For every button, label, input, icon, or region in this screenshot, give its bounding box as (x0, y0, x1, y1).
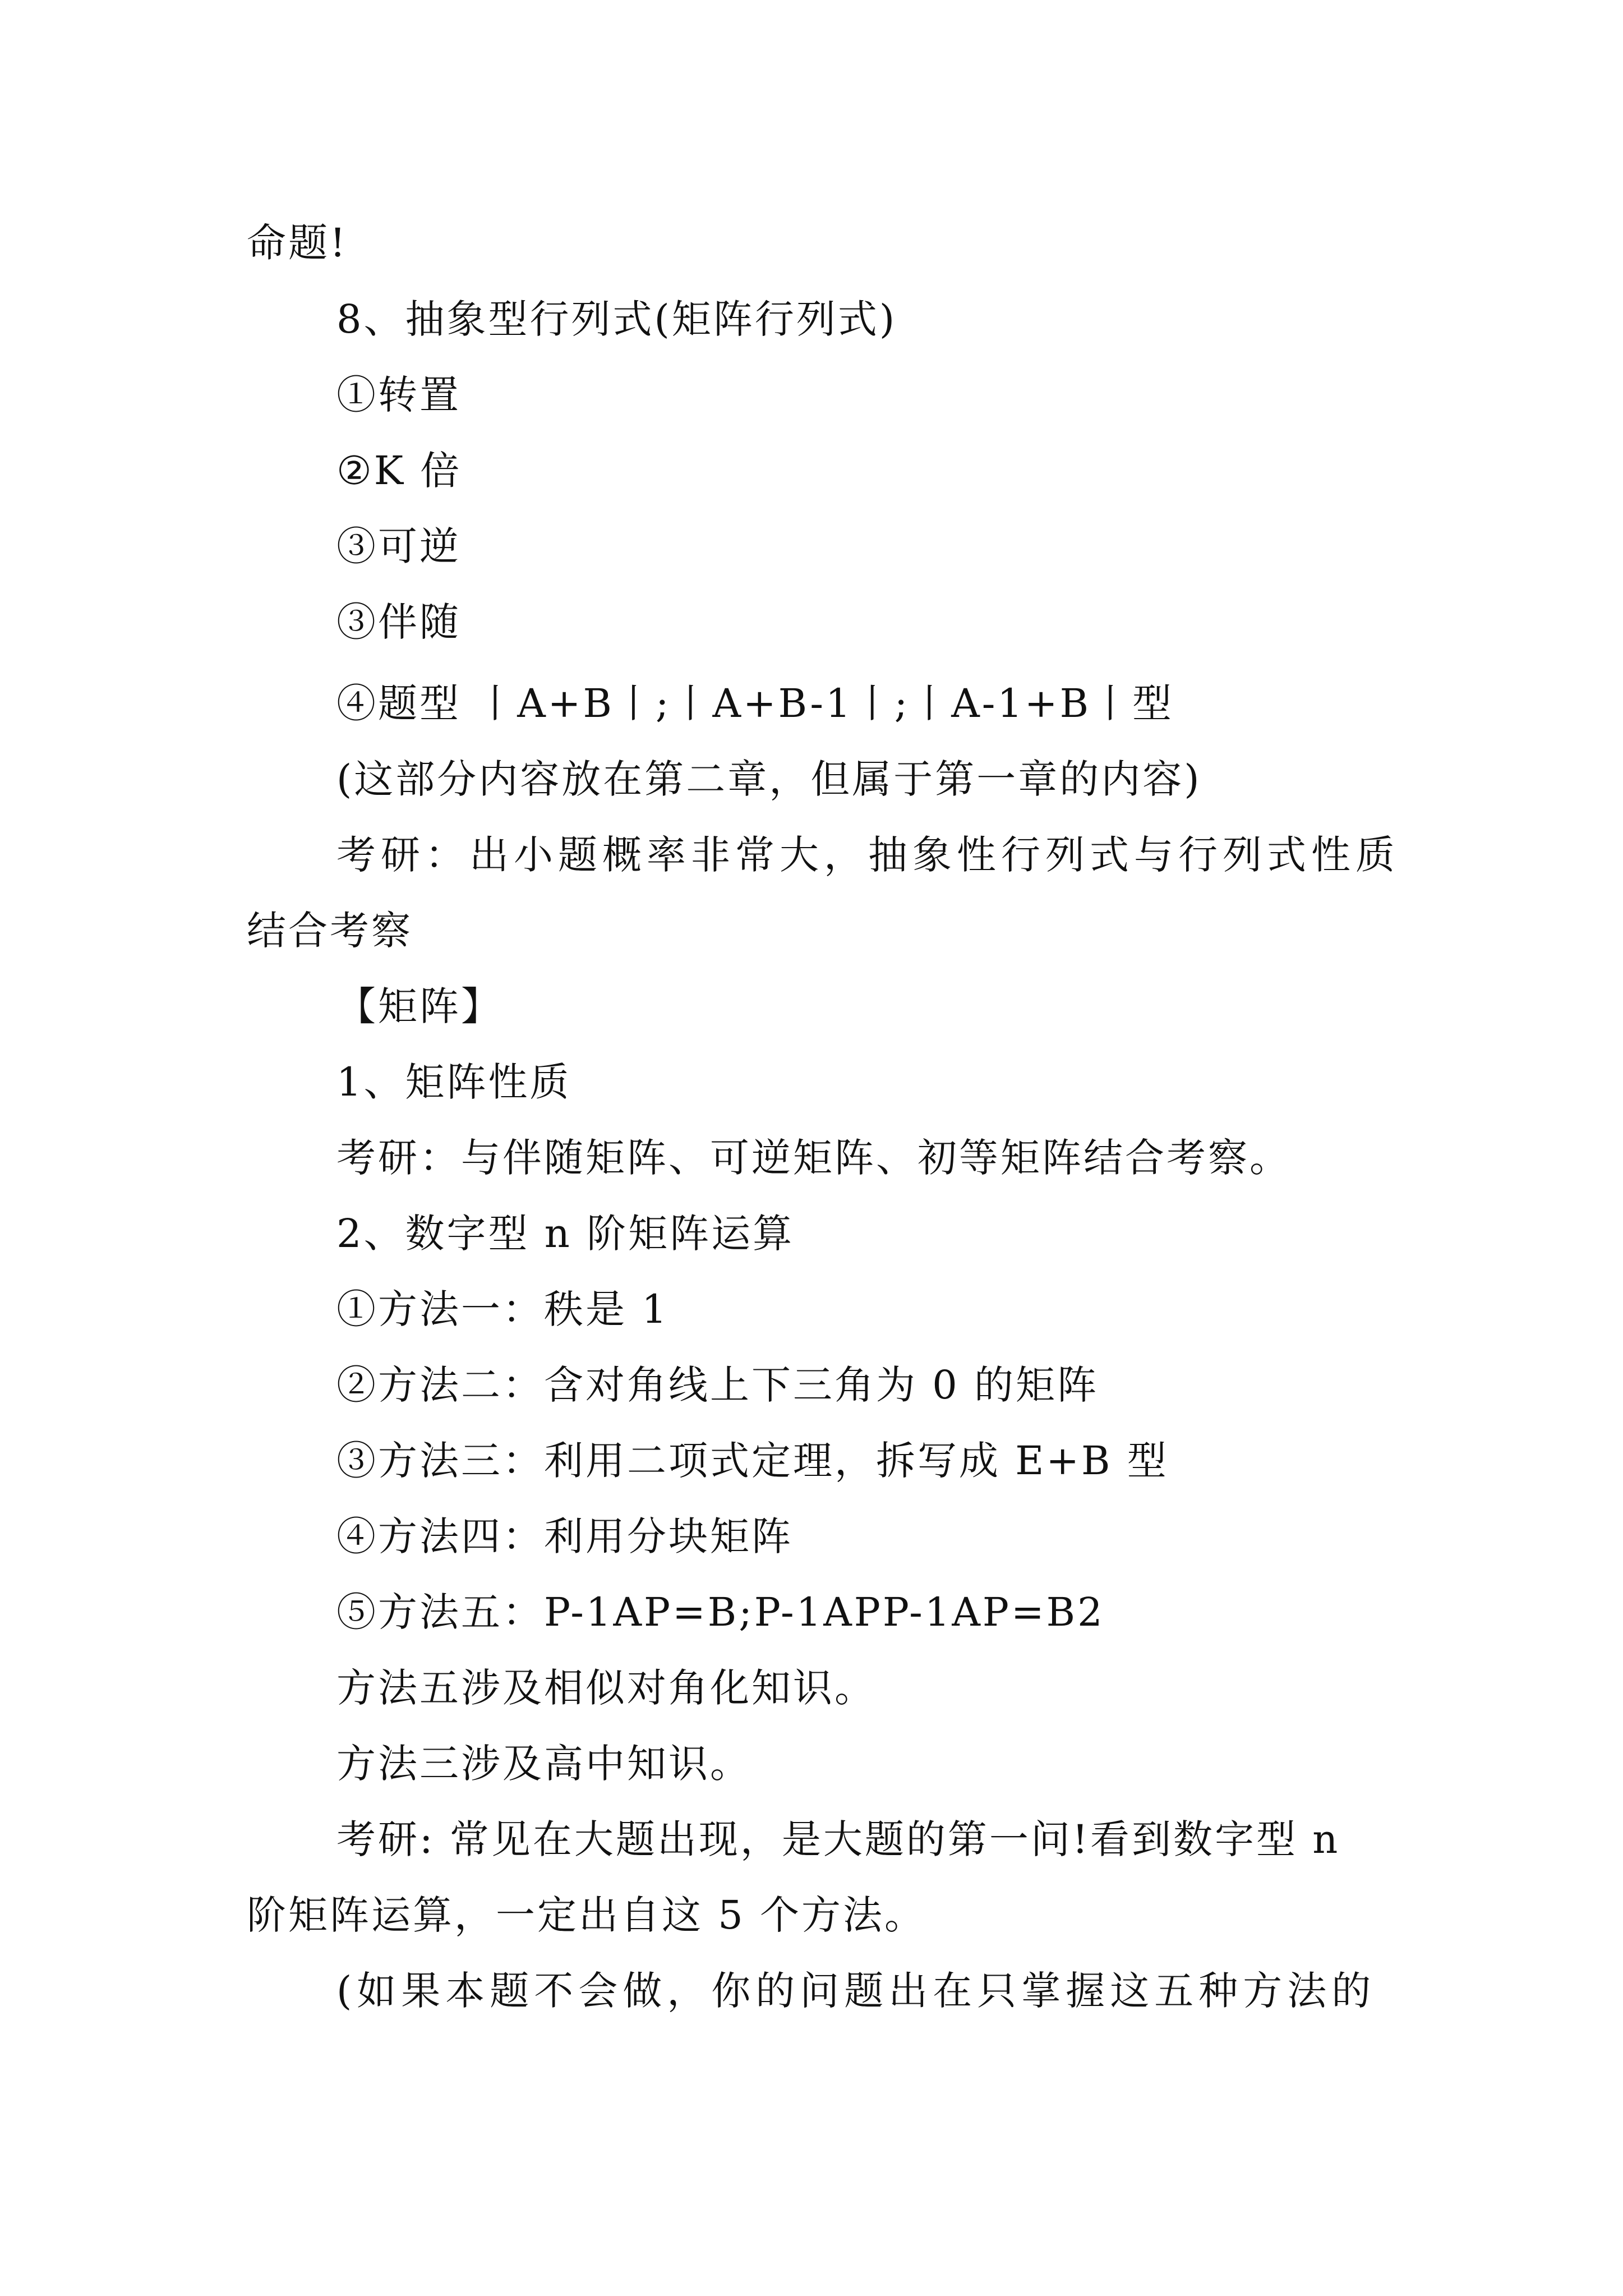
text-line: 结合考察 (247, 908, 413, 954)
text-line: ②方法二：含对角线上下三角为 0 的矩阵 (336, 1362, 1099, 1408)
text-line: 考研：与伴随矩阵、可逆矩阵、初等矩阵结合考察。 (336, 1135, 1291, 1181)
text-line: 命题! (247, 220, 348, 266)
text-line: 考研: 常见在大题出现，是大题的第一问!看到数字型 n (336, 1816, 1340, 1862)
text-line: 方法三涉及高中知识。 (336, 1741, 751, 1787)
text-line: ③方法三：利用二项式定理，拆写成 E+B 型 (336, 1438, 1169, 1484)
text-line: 1、矩阵性质 (336, 1059, 571, 1105)
text-line: ②K 倍 (336, 448, 462, 494)
text-line: ③可逆 (336, 523, 461, 569)
text-line: ③伴随 (336, 599, 461, 645)
text-line: 8、抽象型行列式(矩阵行列式) (336, 296, 897, 342)
text-line: 阶矩阵运算，一定出自这 5 个方法。 (247, 1892, 926, 1938)
text-line: ①转置 (336, 372, 461, 418)
text-line: ⑤方法五：P-1AP=B;P-1APP-1AP=B2 (336, 1589, 1105, 1635)
text-line: ④题型 丨A+B丨;丨A+B-1丨;丨A-1+B丨型 (336, 680, 1174, 726)
text-line: 方法五涉及相似对角化知识。 (336, 1665, 876, 1711)
text-line: (这部分内容放在第二章，但属于第一章的内容) (336, 756, 1202, 802)
text-line: 考研：出小题概率非常大，抽象性行列式与行列式性质 (336, 832, 1400, 878)
text-line: ①方法一：秩是 1 (336, 1286, 669, 1332)
text-line: 2、数字型 n 阶矩阵运算 (336, 1211, 795, 1257)
section-heading: 【矩阵】 (336, 983, 502, 1029)
text-line: ④方法四：利用分块矩阵 (336, 1513, 793, 1559)
text-line: (如果本题不会做，你的问题出在只掌握这五种方法的 (336, 1968, 1376, 2014)
